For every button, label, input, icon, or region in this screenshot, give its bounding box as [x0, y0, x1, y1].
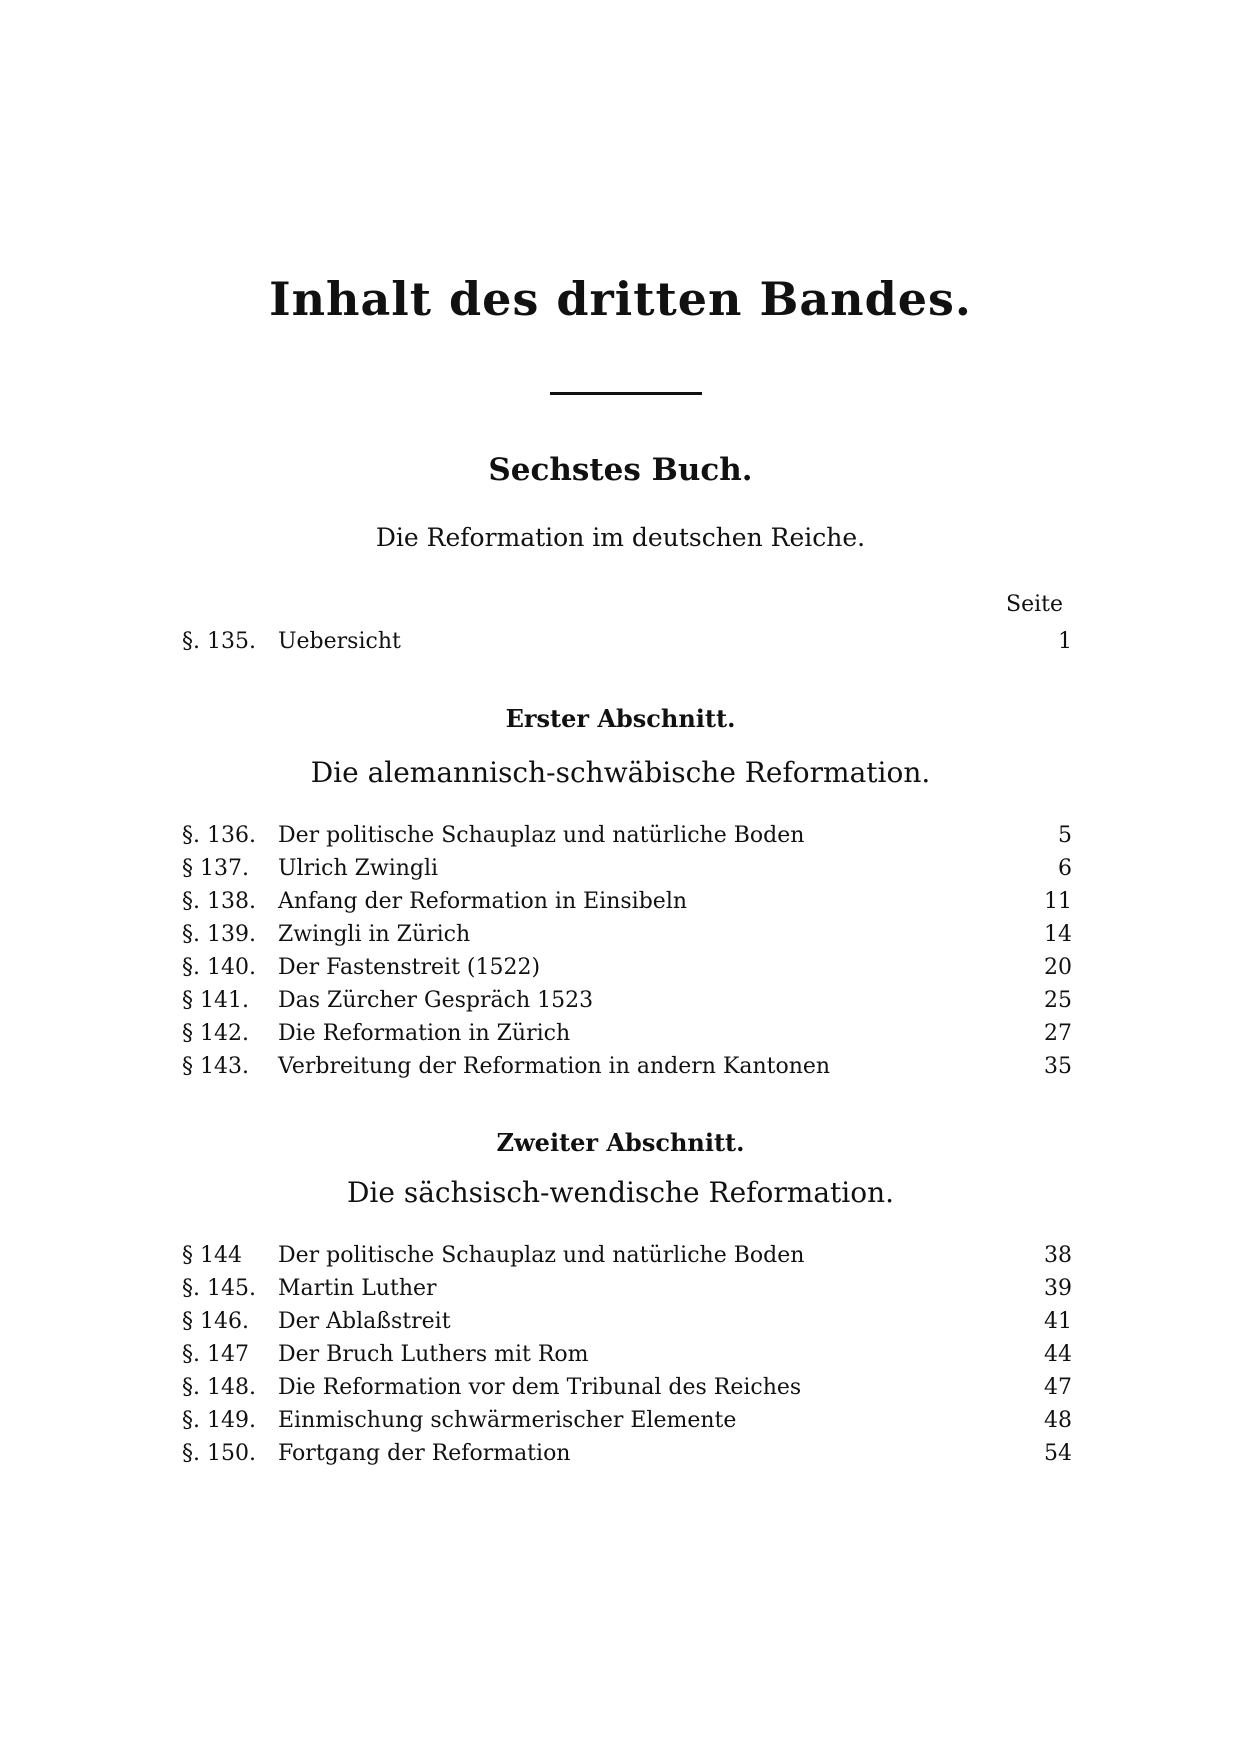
entry-number: § 146.	[182, 1309, 249, 1334]
entry-label: Das Zürcher Gespräch 1523	[278, 988, 594, 1013]
section-heading: Zweiter Abschnitt.	[496, 1128, 745, 1157]
section-subtitle: Die sächsisch-wendische Reformation.	[346, 1176, 895, 1209]
toc-entry	[182, 1054, 1072, 1087]
entry-label: Einmischung schwärmerischer Elemente	[278, 1408, 737, 1433]
entry-number: §. 147	[182, 1342, 249, 1367]
entry-page-number: 27	[1044, 1021, 1072, 1046]
entry-number: §. 139.	[182, 922, 256, 947]
entry-page-number: 25	[1044, 988, 1072, 1013]
entry-number: § 144	[182, 1243, 242, 1268]
toc-entry	[182, 889, 1072, 922]
toc-entry	[182, 629, 1072, 662]
toc-entry	[182, 1441, 1072, 1474]
entry-page-number: 1	[1058, 629, 1072, 654]
entry-page-number: 14	[1044, 922, 1072, 947]
entry-label: Der Fastenstreit (1522)	[278, 955, 541, 980]
entry-label: Die Reformation vor dem Tribunal des Reiches	[278, 1375, 802, 1400]
entry-label: Uebersicht	[278, 629, 401, 654]
entry-label: Der Ablaßstreit	[278, 1309, 451, 1334]
toc-entry	[182, 988, 1072, 1021]
section-subtitle: Die alemannisch-schwäbische Reformation.	[310, 756, 931, 789]
entry-number: §. 149.	[182, 1408, 256, 1433]
entry-page-number: 5	[1058, 823, 1072, 848]
entry-label: Anfang der Reformation in Einsibeln	[278, 889, 688, 914]
entry-label: Martin Luther	[278, 1276, 437, 1301]
entry-page-number: 41	[1044, 1309, 1072, 1334]
entry-page-number: 39	[1044, 1276, 1072, 1301]
entry-label: Der politische Schauplaz und natürliche Boden	[278, 823, 805, 848]
entry-number: §. 138.	[182, 889, 256, 914]
entry-number: § 141.	[182, 988, 249, 1013]
toc-entry	[182, 1342, 1072, 1375]
toc-entry	[182, 856, 1072, 889]
toc-entry	[182, 1408, 1072, 1441]
toc-entry	[182, 823, 1072, 856]
entry-number: § 143.	[182, 1054, 249, 1079]
entry-number: § 142.	[182, 1021, 249, 1046]
book-subtitle: Die Reformation im deutschen Reiche.	[375, 523, 866, 552]
entry-number: §. 135.	[182, 629, 256, 654]
toc-entry	[182, 1021, 1072, 1054]
entry-number: §. 145.	[182, 1276, 256, 1301]
entry-page-number: 35	[1044, 1054, 1072, 1079]
toc-entry	[182, 1375, 1072, 1408]
entry-label: Zwingli in Zürich	[278, 922, 471, 947]
intro-entry-list	[182, 629, 1072, 662]
toc-entry	[182, 955, 1072, 988]
section-entry-list	[182, 823, 1072, 1087]
entry-label: Die Reformation in Zürich	[278, 1021, 571, 1046]
entry-number: §. 148.	[182, 1375, 256, 1400]
entry-label: Der politische Schauplaz und natürliche Boden	[278, 1243, 805, 1268]
entry-page-number: 38	[1044, 1243, 1072, 1268]
entry-label: Verbreitung der Reformation in andern Kantonen	[278, 1054, 831, 1079]
entry-page-number: 44	[1044, 1342, 1072, 1367]
title-rule-divider	[550, 392, 702, 395]
entry-page-number: 6	[1058, 856, 1072, 881]
entry-number: § 137.	[182, 856, 249, 881]
entry-page-number: 54	[1044, 1441, 1072, 1466]
book-heading: Sechstes Buch.	[488, 452, 753, 488]
entry-number: §. 150.	[182, 1441, 256, 1466]
page-column-header: Seite	[1006, 592, 1063, 617]
toc-entry	[182, 1309, 1072, 1342]
toc-entry	[182, 922, 1072, 955]
entry-number: §. 136.	[182, 823, 256, 848]
entry-page-number: 47	[1044, 1375, 1072, 1400]
entry-label: Der Bruch Luthers mit Rom	[278, 1342, 589, 1367]
section-heading: Erster Abschnitt.	[505, 704, 736, 733]
page-title: Inhalt des dritten Bandes.	[269, 272, 972, 326]
entry-number: §. 140.	[182, 955, 256, 980]
entry-label: Fortgang der Reformation	[278, 1441, 571, 1466]
toc-entry	[182, 1243, 1072, 1276]
entry-page-number: 20	[1044, 955, 1072, 980]
entry-page-number: 11	[1044, 889, 1072, 914]
entry-label: Ulrich Zwingli	[278, 856, 439, 881]
toc-entry	[182, 1276, 1072, 1309]
entry-page-number: 48	[1044, 1408, 1072, 1433]
section-entry-list	[182, 1243, 1072, 1474]
